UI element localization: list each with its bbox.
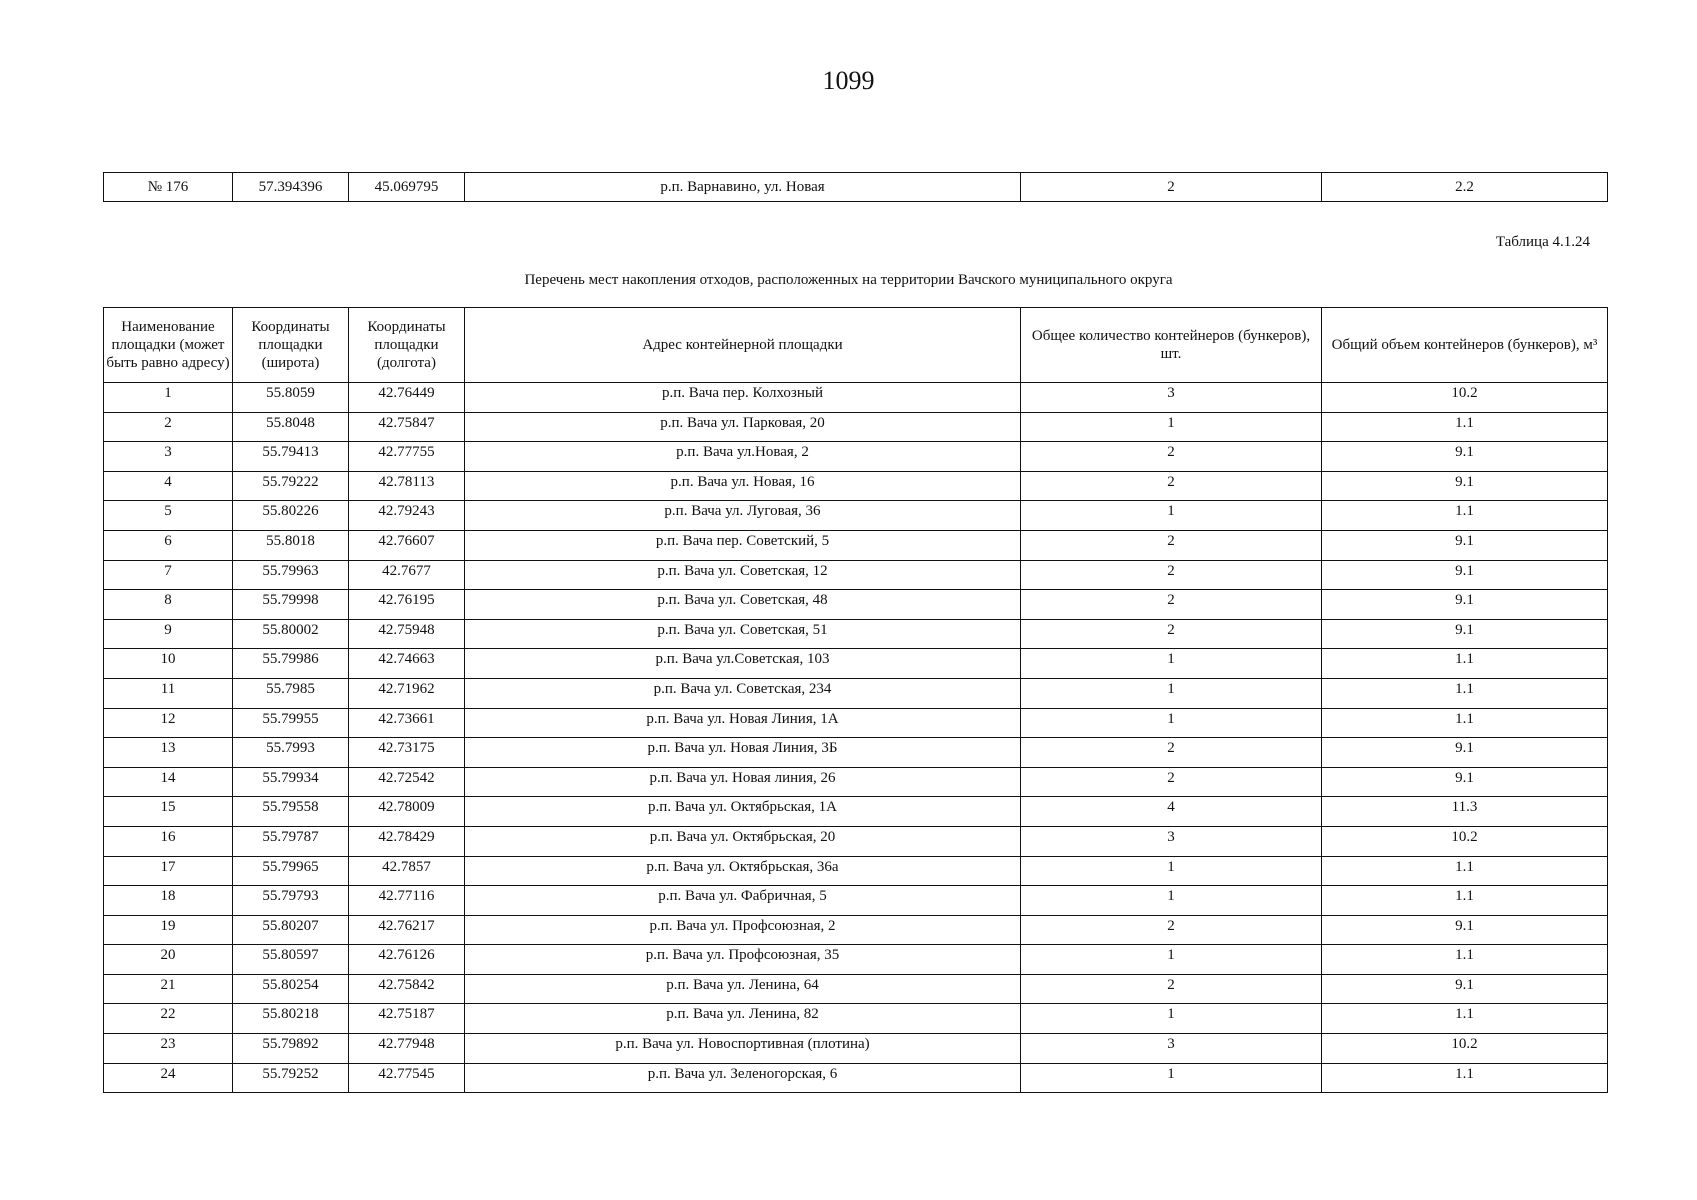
header-address: Адрес контейнерной площадки — [465, 308, 1021, 383]
cell-address: р.п. Вача ул. Новоспортивная (плотина) — [465, 1034, 1021, 1064]
cell-address: р.п. Вача ул. Советская, 234 — [465, 678, 1021, 708]
cell-container-volume: 10.2 — [1322, 383, 1608, 413]
cell-site-name: 21 — [104, 974, 233, 1004]
cell-longitude: 42.76607 — [349, 530, 465, 560]
cell-site-name: 9 — [104, 619, 233, 649]
cell-latitude: 55.79963 — [233, 560, 349, 590]
table-row — [104, 560, 1608, 590]
cell-address: р.п. Вача ул. Новая Линия, 3Б — [465, 738, 1021, 768]
cell-container-volume: 1.1 — [1322, 412, 1608, 442]
cell-container-count: 3 — [1021, 1034, 1322, 1064]
cell-longitude: 42.78113 — [349, 471, 465, 501]
cell-address: р.п. Вача ул. Профсоюзная, 2 — [465, 915, 1021, 945]
cell-container-count: 1 — [1021, 856, 1322, 886]
previous-table-fragment — [103, 172, 1608, 202]
cell-latitude: 55.8018 — [233, 530, 349, 560]
cell-site-name: 1 — [104, 383, 233, 413]
cell-container-volume: 2.2 — [1322, 173, 1608, 202]
cell-site-name: 20 — [104, 945, 233, 975]
cell-container-volume: 1.1 — [1322, 501, 1608, 531]
cell-container-volume: 10.2 — [1322, 826, 1608, 856]
cell-container-volume: 1.1 — [1322, 1004, 1608, 1034]
cell-latitude: 55.7993 — [233, 738, 349, 768]
table-row — [104, 678, 1608, 708]
table-row — [104, 501, 1608, 531]
cell-latitude: 55.79252 — [233, 1063, 349, 1093]
cell-longitude: 42.76126 — [349, 945, 465, 975]
cell-container-count: 1 — [1021, 945, 1322, 975]
cell-container-count: 2 — [1021, 530, 1322, 560]
cell-container-volume: 9.1 — [1322, 915, 1608, 945]
cell-container-volume: 9.1 — [1322, 974, 1608, 1004]
header-container-volume: Общий объем контейнеров (бункеров), м³ — [1322, 308, 1608, 383]
cell-address: р.п. Вача ул. Парковая, 20 — [465, 412, 1021, 442]
cell-container-volume: 9.1 — [1322, 590, 1608, 620]
cell-address: р.п. Вача ул. Зеленогорская, 6 — [465, 1063, 1021, 1093]
cell-container-count: 1 — [1021, 886, 1322, 916]
cell-site-name: 4 — [104, 471, 233, 501]
page-number: 1099 — [822, 66, 875, 95]
cell-address: р.п. Вача ул.Советская, 103 — [465, 649, 1021, 679]
cell-longitude: 42.75842 — [349, 974, 465, 1004]
cell-site-name: 22 — [104, 1004, 233, 1034]
table-caption: Перечень мест накопления отходов, расположенных на территории Вачского муниципального округа — [524, 272, 1173, 288]
cell-container-count: 2 — [1021, 173, 1322, 202]
cell-latitude: 55.80597 — [233, 945, 349, 975]
cell-latitude: 57.394396 — [233, 173, 349, 202]
cell-site-name: 15 — [104, 797, 233, 827]
cell-container-volume: 1.1 — [1322, 856, 1608, 886]
cell-longitude: 42.77545 — [349, 1063, 465, 1093]
cell-container-volume: 9.1 — [1322, 738, 1608, 768]
cell-container-volume: 9.1 — [1322, 471, 1608, 501]
cell-latitude: 55.80218 — [233, 1004, 349, 1034]
cell-address: р.п. Вача ул. Профсоюзная, 35 — [465, 945, 1021, 975]
table-row — [104, 530, 1608, 560]
cell-address: р.п. Вача ул. Фабричная, 5 — [465, 886, 1021, 916]
cell-container-volume: 9.1 — [1322, 560, 1608, 590]
cell-container-volume: 9.1 — [1322, 530, 1608, 560]
cell-container-count: 1 — [1021, 649, 1322, 679]
table-row — [104, 471, 1608, 501]
cell-container-count: 2 — [1021, 915, 1322, 945]
cell-address: р.п. Вача ул. Новая, 16 — [465, 471, 1021, 501]
cell-latitude: 55.79413 — [233, 442, 349, 472]
cell-address: р.п. Варнавино, ул. Новая — [465, 173, 1021, 202]
cell-container-count: 2 — [1021, 560, 1322, 590]
table-header — [104, 308, 1608, 383]
cell-longitude: 42.75847 — [349, 412, 465, 442]
cell-latitude: 55.7985 — [233, 678, 349, 708]
cell-latitude: 55.80226 — [233, 501, 349, 531]
cell-site-name: 14 — [104, 767, 233, 797]
cell-longitude: 42.77116 — [349, 886, 465, 916]
cell-site-name: 18 — [104, 886, 233, 916]
cell-latitude: 55.79955 — [233, 708, 349, 738]
header-site-name: Наименование площадки (может быть равно адресу) — [104, 308, 233, 383]
table-row — [104, 856, 1608, 886]
cell-site-name: 12 — [104, 708, 233, 738]
header-container-count: Общее количество контейнеров (бункеров), шт. — [1021, 308, 1322, 383]
cell-site-name: 10 — [104, 649, 233, 679]
previous-table-row — [104, 173, 1608, 202]
table-row — [104, 738, 1608, 768]
cell-longitude: 42.73661 — [349, 708, 465, 738]
cell-address: р.п. Вача ул. Советская, 12 — [465, 560, 1021, 590]
cell-longitude: 42.78009 — [349, 797, 465, 827]
cell-latitude: 55.8059 — [233, 383, 349, 413]
table-body — [104, 383, 1608, 1093]
table-row — [104, 383, 1608, 413]
cell-longitude: 42.78429 — [349, 826, 465, 856]
table-row — [104, 826, 1608, 856]
cell-container-count: 4 — [1021, 797, 1322, 827]
table-row — [104, 708, 1608, 738]
cell-container-count: 1 — [1021, 708, 1322, 738]
cell-latitude: 55.79986 — [233, 649, 349, 679]
cell-address: р.п. Вача ул. Октябрьская, 20 — [465, 826, 1021, 856]
cell-container-volume: 10.2 — [1322, 1034, 1608, 1064]
cell-site-name: 5 — [104, 501, 233, 531]
cell-longitude: 42.7857 — [349, 856, 465, 886]
cell-latitude: 55.79892 — [233, 1034, 349, 1064]
cell-site-name: 17 — [104, 856, 233, 886]
cell-site-name: 2 — [104, 412, 233, 442]
table-row — [104, 1034, 1608, 1064]
cell-longitude: 42.71962 — [349, 678, 465, 708]
cell-site-name: 8 — [104, 590, 233, 620]
table-row — [104, 412, 1608, 442]
cell-container-count: 1 — [1021, 501, 1322, 531]
cell-container-volume: 1.1 — [1322, 708, 1608, 738]
cell-site-name: 11 — [104, 678, 233, 708]
cell-container-count: 1 — [1021, 1063, 1322, 1093]
cell-address: р.п. Вача пер. Советский, 5 — [465, 530, 1021, 560]
cell-longitude: 42.73175 — [349, 738, 465, 768]
cell-latitude: 55.79965 — [233, 856, 349, 886]
cell-address: р.п. Вача ул. Октябрьская, 36а — [465, 856, 1021, 886]
table-row — [104, 1004, 1608, 1034]
cell-container-count: 1 — [1021, 412, 1322, 442]
cell-longitude: 42.75948 — [349, 619, 465, 649]
cell-longitude: 42.74663 — [349, 649, 465, 679]
cell-container-volume: 1.1 — [1322, 945, 1608, 975]
cell-latitude: 55.80207 — [233, 915, 349, 945]
table-row — [104, 442, 1608, 472]
cell-site-name: 3 — [104, 442, 233, 472]
cell-container-count: 2 — [1021, 738, 1322, 768]
cell-container-count: 2 — [1021, 442, 1322, 472]
cell-container-count: 2 — [1021, 619, 1322, 649]
cell-address: р.п. Вача ул. Советская, 48 — [465, 590, 1021, 620]
cell-address: р.п. Вача ул. Советская, 51 — [465, 619, 1021, 649]
table-row — [104, 797, 1608, 827]
cell-longitude: 42.77948 — [349, 1034, 465, 1064]
cell-container-count: 3 — [1021, 826, 1322, 856]
cell-site-name: 19 — [104, 915, 233, 945]
cell-container-count: 1 — [1021, 1004, 1322, 1034]
cell-latitude: 55.79787 — [233, 826, 349, 856]
cell-longitude: 42.79243 — [349, 501, 465, 531]
cell-address: р.п. Вача пер. Колхозный — [465, 383, 1021, 413]
cell-longitude: 42.77755 — [349, 442, 465, 472]
cell-longitude: 45.069795 — [349, 173, 465, 202]
header-row — [104, 308, 1608, 383]
table-row — [104, 619, 1608, 649]
cell-container-volume: 9.1 — [1322, 442, 1608, 472]
header-latitude: Координаты площадки (широта) — [233, 308, 349, 383]
cell-latitude: 55.8048 — [233, 412, 349, 442]
cell-latitude: 55.80002 — [233, 619, 349, 649]
cell-container-count: 1 — [1021, 678, 1322, 708]
table-row — [104, 915, 1608, 945]
cell-container-volume: 9.1 — [1322, 767, 1608, 797]
cell-container-count: 2 — [1021, 974, 1322, 1004]
cell-address: р.п. Вача ул. Новая линия, 26 — [465, 767, 1021, 797]
cell-site-name: 7 — [104, 560, 233, 590]
cell-latitude: 55.80254 — [233, 974, 349, 1004]
cell-longitude: 42.76449 — [349, 383, 465, 413]
cell-container-count: 2 — [1021, 767, 1322, 797]
table-row — [104, 886, 1608, 916]
cell-address: р.п. Вача ул. Ленина, 82 — [465, 1004, 1021, 1034]
cell-container-volume: 1.1 — [1322, 649, 1608, 679]
cell-latitude: 55.79934 — [233, 767, 349, 797]
cell-container-volume: 1.1 — [1322, 678, 1608, 708]
cell-container-volume: 1.1 — [1322, 1063, 1608, 1093]
previous-table-body — [104, 173, 1608, 202]
table-number: Таблица 4.1.24 — [1495, 234, 1590, 250]
cell-address: р.п. Вача ул. Ленина, 64 — [465, 974, 1021, 1004]
table-row — [104, 767, 1608, 797]
cell-site-name: 16 — [104, 826, 233, 856]
cell-longitude: 42.72542 — [349, 767, 465, 797]
table-row — [104, 1063, 1608, 1093]
cell-site-name: № 176 — [104, 173, 233, 202]
waste-sites-table — [103, 307, 1608, 1093]
cell-container-count: 2 — [1021, 590, 1322, 620]
table-row — [104, 974, 1608, 1004]
cell-latitude: 55.79998 — [233, 590, 349, 620]
cell-container-volume: 1.1 — [1322, 886, 1608, 916]
cell-address: р.п. Вача ул.Новая, 2 — [465, 442, 1021, 472]
cell-address: р.п. Вача ул. Луговая, 36 — [465, 501, 1021, 531]
cell-container-volume: 11.3 — [1322, 797, 1608, 827]
cell-site-name: 23 — [104, 1034, 233, 1064]
cell-longitude: 42.76195 — [349, 590, 465, 620]
cell-address: р.п. Вача ул. Октябрьская, 1А — [465, 797, 1021, 827]
cell-container-count: 2 — [1021, 471, 1322, 501]
header-longitude: Координаты площадки (долгота) — [349, 308, 465, 383]
cell-latitude: 55.79558 — [233, 797, 349, 827]
table-row — [104, 590, 1608, 620]
cell-container-count: 3 — [1021, 383, 1322, 413]
cell-longitude: 42.7677 — [349, 560, 465, 590]
table-row — [104, 945, 1608, 975]
cell-latitude: 55.79222 — [233, 471, 349, 501]
cell-latitude: 55.79793 — [233, 886, 349, 916]
cell-address: р.п. Вача ул. Новая Линия, 1А — [465, 708, 1021, 738]
cell-site-name: 24 — [104, 1063, 233, 1093]
cell-longitude: 42.75187 — [349, 1004, 465, 1034]
cell-longitude: 42.76217 — [349, 915, 465, 945]
cell-container-volume: 9.1 — [1322, 619, 1608, 649]
table-row — [104, 649, 1608, 679]
cell-site-name: 6 — [104, 530, 233, 560]
cell-site-name: 13 — [104, 738, 233, 768]
